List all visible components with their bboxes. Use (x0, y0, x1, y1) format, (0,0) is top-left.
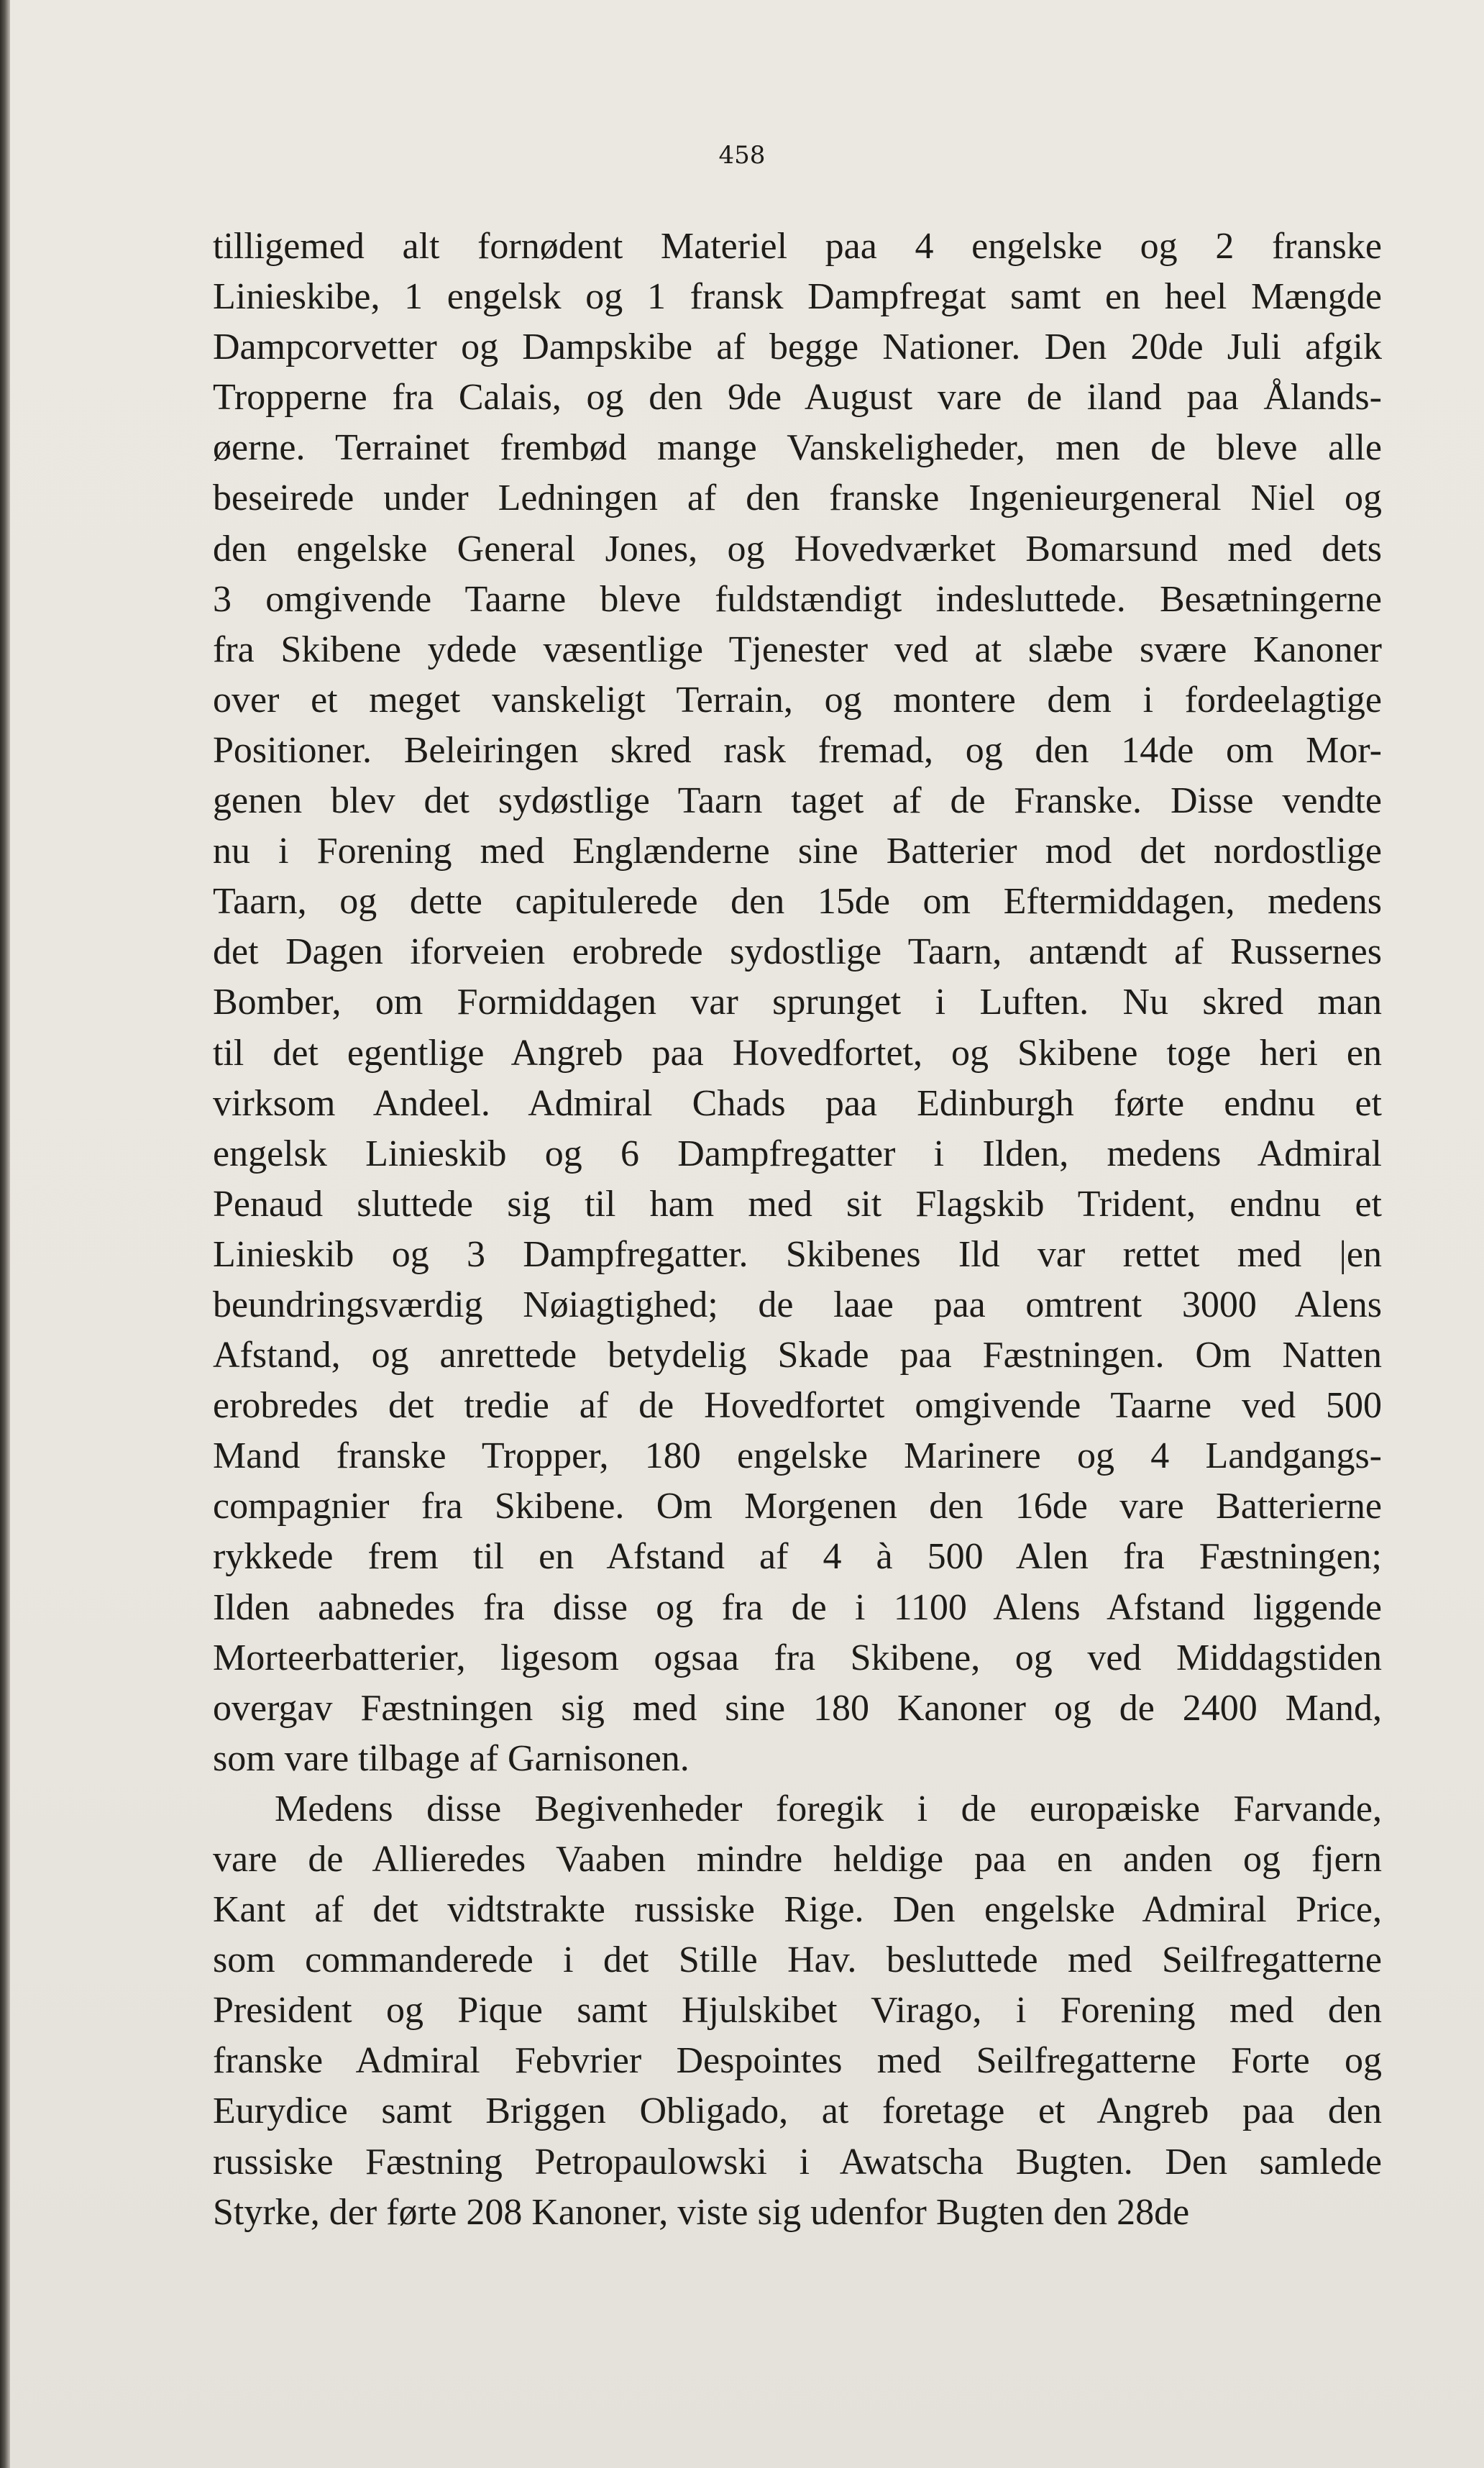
text-line: russiske Fæstning Petropaulowski i Awatscha Bugten. Den samlede (213, 2141, 1382, 2183)
text-line: Linieskib og 3 Dampfregatter. Skibenes Ild var rettet med |en (213, 1233, 1382, 1275)
text-line: til det egentlige Angreb paa Hovedfortet, og Skibene toge heri en (213, 1032, 1382, 1074)
text-line: Dampcorvetter og Dampskibe af begge Nationer. Den 20de Juli afgik (213, 326, 1382, 368)
text-line: President og Pique samt Hjulskibet Virago, i Forening med den (213, 1990, 1382, 2031)
text-line: beseirede under Ledningen af den franske Ingenieurgeneral Niel og (213, 477, 1382, 519)
text-line: øerne. Terrainet frembød mange Vanskeligheder, men de bleve alle (213, 427, 1382, 469)
text-line: tilligemed alt fornødent Materiel paa 4 engelske og 2 franske (213, 226, 1382, 267)
text-line: overgav Fæstningen sig med sine 180 Kanoner og de 2400 Mand, (213, 1687, 1382, 1729)
body-text (213, 221, 1382, 2238)
paragraph-1 (213, 221, 1382, 1784)
text-line: Morteerbatterier, ligesom ogsaa fra Skibene, og ved Middagstiden (213, 1637, 1382, 1678)
text-line: rykkede frem til en Afstand af 4 à 500 Alen fra Fæstningen; (213, 1536, 1382, 1578)
text-line: Kant af det vidtstrakte russiske Rige. Den engelske Admiral Price, (213, 1889, 1382, 1931)
text-line: genen blev det sydøstlige Taarn taget af de Franske. Disse vendte (213, 780, 1382, 822)
text-line: compagnier fra Skibene. Om Morgenen den 16de vare Batterierne (213, 1486, 1382, 1527)
page-number: 458 (718, 141, 766, 170)
text-line: det Dagen iforveien erobrede sydostlige Taarn, antændt af Russernes (213, 931, 1382, 973)
text-line: Ilden aabnedes fra disse og fra de i 1100 Alens Afstand liggende (213, 1586, 1382, 1628)
text-line: Positioner. Beleiringen skred rask fremad, og den 14de om Mor- (213, 729, 1382, 771)
text-line: den engelske General Jones, og Hovedværket Bomarsund med dets (213, 528, 1382, 570)
text-line: beundringsværdig Nøiagtighed; de laae paa omtrent 3000 Alens (213, 1284, 1382, 1325)
text-line: Styrke, der førte 208 Kanoner, viste sig udenfor Bugten den 28de (213, 2191, 1190, 2233)
text-line: fra Skibene ydede væsentlige Tjenester ved at slæbe svære Kanoner (213, 629, 1382, 670)
paragraph-2 (213, 1784, 1382, 2238)
text-line: franske Admiral Febvrier Despointes med Seilfregatterne Forte og (213, 2040, 1382, 2082)
text-line: Linieskibe, 1 engelsk og 1 fransk Dampfregat samt en heel Mængde (213, 276, 1382, 318)
text-line: vare de Allieredes Vaaben mindre heldige paa en anden og fjern (213, 1839, 1382, 1880)
text-line: som vare tilbage af Garnisonen. (213, 1737, 690, 1779)
page-binding-edge (0, 0, 10, 2468)
text-line: engelsk Linieskib og 6 Dampfregatter i Ilden, medens Admiral (213, 1133, 1382, 1174)
text-line: Afstand, og anrettede betydelig Skade paa Fæstningen. Om Natten (213, 1335, 1382, 1376)
text-line: erobredes det tredie af de Hovedfortet omgivende Taarne ved 500 (213, 1385, 1382, 1427)
text-line: Eurydice samt Briggen Obligado, at foretage et Angreb paa den (213, 2090, 1382, 2132)
text-line: Mand franske Tropper, 180 engelske Marinere og 4 Landgangs- (213, 1435, 1382, 1477)
text-line: Bomber, om Formiddagen var sprunget i Luften. Nu skred man (213, 982, 1382, 1023)
text-line: Medens disse Begivenheder foregik i de europæiske Farvande, (275, 1788, 1382, 1829)
text-line: Penaud sluttede sig til ham med sit Flagskib Trident, endnu et (213, 1183, 1382, 1225)
text-line: over et meget vanskeligt Terrain, og montere dem i fordeelagtige (213, 679, 1382, 721)
text-line: Taarn, og dette capitulerede den 15de om Eftermiddagen, medens (213, 881, 1382, 923)
text-line: nu i Forening med Englænderne sine Batterier mod det nordostlige (213, 831, 1382, 872)
text-line: som commanderede i det Stille Hav. besluttede med Seilfregatterne (213, 1939, 1382, 1981)
text-line: virksom Andeel. Admiral Chads paa Edinburgh førte endnu et (213, 1082, 1382, 1124)
text-line: 3 omgivende Taarne bleve fuldstændigt indesluttede. Besætningerne (213, 578, 1382, 620)
text-line: Tropperne fra Calais, og den 9de August vare de iland paa Ålands- (213, 377, 1382, 419)
